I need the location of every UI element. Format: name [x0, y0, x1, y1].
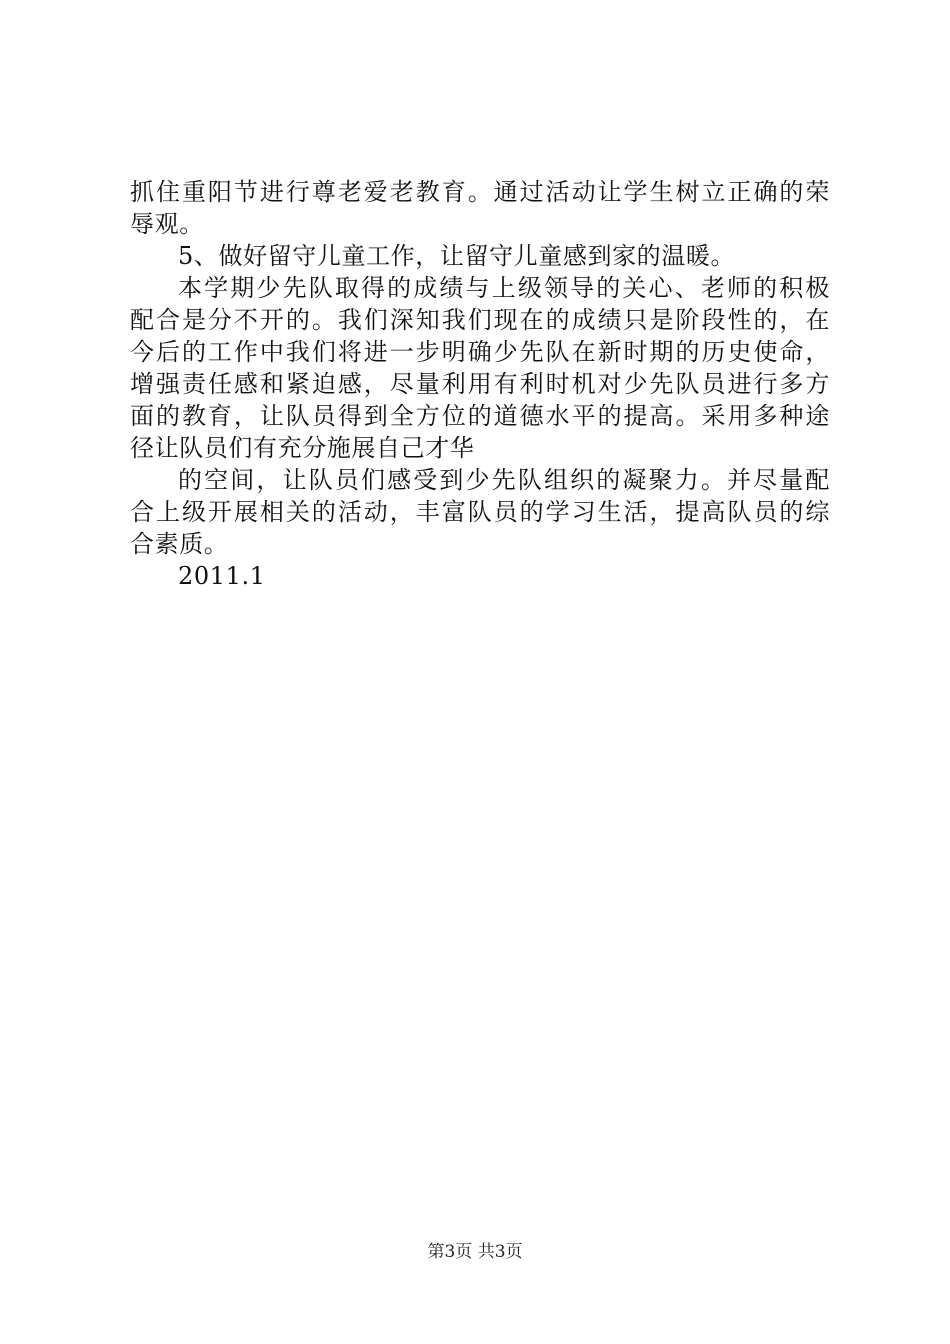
text-line: 本学期少先队取得的成绩与上级领导的关心、老师的积极 [178, 274, 830, 302]
date-line: 2011.1 [178, 562, 266, 590]
text-line: 合上级开展相关的活动，丰富队员的学习生活，提高队员的综 [130, 498, 830, 526]
text-line: 的空间，让队员们感受到少先队组织的凝聚力。并尽量配 [178, 466, 830, 494]
page-number-footer: 第3页 共3页 [427, 1242, 523, 1262]
text-line: 辱观。 [130, 210, 204, 238]
text-line: 合素质。 [130, 530, 229, 558]
text-line: 抓住重阳节进行尊老爱老教育。通过活动让学生树立正确的荣 [130, 178, 830, 206]
text-line: 增强责任感和紧迫感，尽量利用有利时机对少先队员进行多方 [130, 370, 830, 398]
text-line: 配合是分不开的。我们深知我们现在的成绩只是阶段性的，在 [130, 306, 830, 334]
text-line: 5、做好留守儿童工作，让留守儿童感到家的温暖。 [178, 242, 736, 270]
text-line: 今后的工作中我们将进一步明确少先队在新时期的历史使命， [130, 338, 830, 366]
text-line: 面的教育，让队员得到全方位的道德水平的提高。采用多种途 [130, 402, 830, 430]
text-line: 径让队员们有充分施展自己才华 [130, 434, 475, 462]
